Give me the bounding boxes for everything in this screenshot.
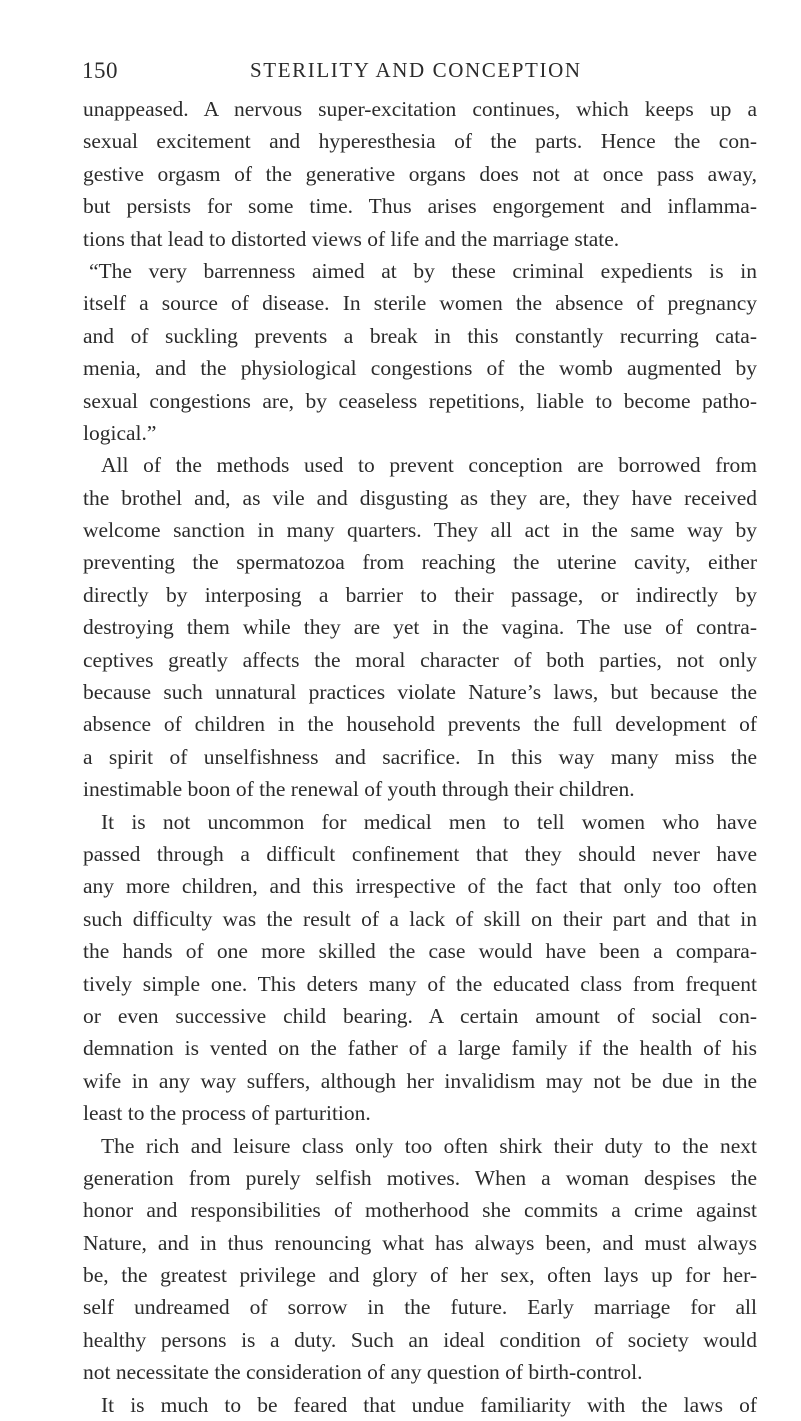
text-line: ceptives greatly affects the moral character of both parties, not only [83,647,757,672]
text-line: tively simple one. This deters many of the educated class from frequent [83,971,757,996]
text-line: absence of children in the household prevents the full development of [83,712,757,737]
text-line: sexual congestions are, by ceaseless repetitions, liable to become patho- [83,388,757,413]
text-line: itself a source of disease. In sterile women the absence of pregnancy [83,291,757,316]
text-line: healthy persons is a duty. Such an ideal condition of society would [83,1327,757,1352]
body-text [83,93,757,1421]
page-number: 150 [82,58,118,83]
text-line: tions that lead to distorted views of life and the marriage state. [83,226,620,251]
text-line: destroying them while they are yet in the vagina. The use of contra- [83,615,757,640]
text-line: honor and responsibilities of motherhood she commits a crime against [83,1198,757,1223]
text-line: a spirit of unselfishness and sacrifice. In this way many miss the [83,744,757,769]
text-line: directly by interposing a barrier to their passage, or indirectly by [83,582,757,607]
text-line: The rich and leisure class only too often shirk their duty to the next [101,1133,757,1158]
running-head: STERILITY AND CONCEPTION [250,58,582,82]
text-line: menia, and the physiological congestions of the womb augmented by [83,356,757,381]
text-line: self undreamed of sorrow in the future. Early marriage for all [83,1295,757,1320]
text-line: It is much to be feared that undue familiarity with the laws of [101,1392,757,1417]
text-line: All of the methods used to prevent conception are borrowed from [101,453,757,478]
text-line: welcome sanction in many quarters. They all act in the same way by [83,518,757,543]
text-line: logical.” [83,420,157,445]
text-line: not necessitate the consideration of any question of birth-control. [83,1360,643,1385]
text-line: any more children, and this irrespective of the fact that only too often [83,874,757,899]
text-line: inestimable boon of the renewal of youth through their children. [83,777,635,802]
page-header [0,58,801,92]
text-line: wife in any way suffers, although her invalidism may not be due in the [83,1068,757,1093]
text-line: but persists for some time. Thus arises engorgement and inflamma- [83,194,757,219]
text-line: and of suckling prevents a break in this constantly recurring cata- [83,323,757,348]
text-line: passed through a difficult confinement that they should never have [83,841,757,866]
text-line: Nature, and in thus renouncing what has always been, and must always [83,1230,757,1255]
text-line: be, the greatest privilege and glory of her sex, often lays up for her- [83,1263,757,1288]
text-line: demnation is vented on the father of a large family if the health of his [83,1036,757,1061]
text-line: least to the process of parturition. [83,1101,371,1126]
text-line: preventing the spermatozoa from reaching the uterine cavity, either [83,550,757,575]
text-line: the brothel and, as vile and disgusting as they are, they have received [83,485,757,510]
text-line: sexual excitement and hyperesthesia of the parts. Hence the con- [83,129,757,154]
text-line: It is not uncommon for medical men to tell women who have [101,809,757,834]
text-line: gestive orgasm of the generative organs does not at once pass away, [83,161,757,186]
text-line: “The very barrenness aimed at by these criminal expedients is in [89,258,757,283]
text-line: unappeased. A nervous super-excitation continues, which keeps up a [83,97,757,121]
text-line: the hands of one more skilled the case would have been a compara- [83,939,757,964]
text-line: or even successive child bearing. A certain amount of social con- [83,1003,757,1028]
text-line: because such unnatural practices violate Nature’s laws, but because the [83,680,757,705]
text-line: such difficulty was the result of a lack of skill on their part and that in [83,906,757,931]
text-line: generation from purely selfish motives. When a woman despises the [83,1165,757,1190]
